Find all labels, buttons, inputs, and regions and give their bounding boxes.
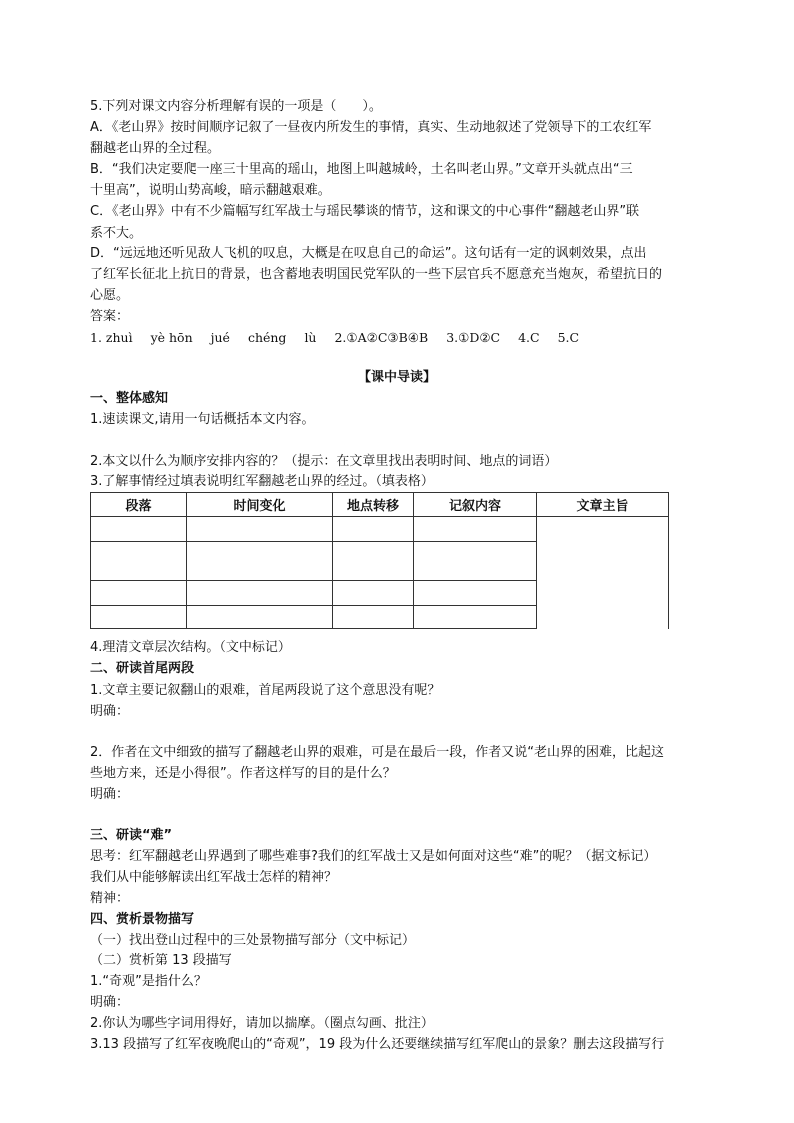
answer-item: yè hōn (150, 330, 193, 345)
answer-item: 5.C (557, 330, 580, 345)
answer-item: 2.①A②C③B④B (334, 330, 429, 345)
section-1-q2: 2.本文以什么为顺序安排内容的？（提示：在文章里找出表明时间、地点的词语） (90, 454, 558, 469)
section-3-think-line2: 我们从中能够解读出红军战士怎样的精神？ (90, 870, 338, 885)
section-1-heading: 一、整体感知 (90, 391, 169, 406)
answers-line (90, 330, 579, 346)
q5-option-d-line2: 了红军长征北上抗日的背景，也含蓄地表明国民党军队的一些下层官兵不愿意充当炮灰，希望抗日的 (90, 267, 663, 282)
q5-stem: 5.下列对课文内容分析理解有误的一项是（ ）。 (90, 99, 382, 114)
section-2-q1-label: 明确： (90, 704, 130, 719)
table-cell[interactable] (414, 581, 537, 606)
table-header-cell: 时间变化 (187, 493, 333, 517)
section-1-q1: 1.速读课文,请用一句话概括本文内容。 (90, 412, 315, 427)
table-cell[interactable] (414, 517, 537, 542)
q5-option-d-line3: 心愿。 (90, 288, 130, 303)
q5-option-a-line2: 翻越老山界的全过程。 (90, 141, 221, 156)
section-4-heading: 四、赏析景物描写 (90, 912, 195, 927)
table-cell[interactable] (91, 517, 187, 542)
section-3-label: 精神： (90, 891, 130, 906)
q5-option-c-line2: 系不大。 (90, 226, 143, 241)
answer-item: 4.C (518, 330, 540, 345)
answer-item: 1. zhuì (90, 330, 133, 345)
section-1-q4: 4.理清文章层次结构。（文中标记） (90, 640, 291, 655)
table-cell[interactable] (187, 517, 333, 542)
section-4-q1-label: 明确： (90, 995, 130, 1010)
guide-title: 【课中导读】 (357, 370, 436, 385)
section-2-q2-line1: 2．作者在文中细致的描写了翻越老山界的艰难，可是在最后一段，作者又说“老山界的困难，比起这 (90, 745, 665, 760)
section-4-part2: （二）赏析第 13 段描写 (90, 953, 232, 968)
section-2-q1: 1.文章主要记叙翻山的艰难，首尾两段说了这个意思没有呢？ (90, 683, 441, 698)
q5-option-b-line2: 十里高”，说明山势高峻，暗示翻越艰难。 (90, 183, 331, 198)
section-4-q1: 1.“奇观”是指什么？ (90, 974, 207, 989)
answer-item: jué (210, 330, 230, 345)
section-3-heading: 三、研读“难” (90, 828, 173, 843)
table-cell[interactable] (333, 517, 414, 542)
section-4-part1: （一）找出登山过程中的三处景物描写部分（文中标记） (90, 933, 416, 948)
section-4-q3: 3.13 段描写了红军夜晚爬山的“奇观”，19 段为什么还要继续描写红军爬山的景象？删去这段描写行 (90, 1037, 665, 1052)
section-2-q2-label: 明确： (90, 787, 130, 802)
section-1-q3: 3.了解事情经过填表说明红军翻越老山界的经过。（填表格） (90, 474, 434, 489)
section-3-think-line1: 思考：红军翻越老山界遇到了哪些难事?我们的红军战士又是如何面对这些“难”的呢？（据文标记） (90, 849, 657, 864)
table-cell[interactable] (333, 606, 414, 629)
q5-option-c-line1: C．《老山界》中有不少篇幅写红军战士与瑶民攀谈的情节，这和课文的中心事件“翻越老山界”联 (90, 204, 640, 219)
table-cell-theme[interactable] (537, 517, 669, 629)
q5-option-b-line1: B．“我们决定要爬一座三十里高的瑶山，地图上叫越城岭，土名叫老山界。”文章开头就点出“三 (90, 162, 633, 177)
answer-item: chéng (247, 330, 287, 345)
table-cell[interactable] (187, 581, 333, 606)
q5-option-d-line1: D．“远远地还听见敌人飞机的叹息，大概是在叹息自己的命运”。这句话有一定的讽刺效果，点出 (90, 246, 647, 261)
table-cell[interactable] (333, 542, 414, 581)
table-cell[interactable] (187, 606, 333, 629)
journey-table (90, 492, 669, 629)
section-2-heading: 二、研读首尾两段 (90, 661, 195, 676)
table-header-cell: 记叙内容 (414, 493, 537, 517)
section-2-q2-line2: 些地方来，还是小得很”。作者这样写的目的是什么？ (90, 766, 396, 781)
answers-label: 答案： (90, 309, 130, 324)
table-cell[interactable] (414, 542, 537, 581)
section-4-q2: 2.你认为哪些字词用得好，请加以揣摩。（圈点勾画、批注） (90, 1016, 434, 1031)
table-header-row (91, 493, 669, 517)
table-cell[interactable] (91, 542, 187, 581)
table-cell[interactable] (91, 606, 187, 629)
table-cell[interactable] (91, 581, 187, 606)
q5-option-a-line1: A．《老山界》按时间顺序记叙了一昼夜内所发生的事情，真实、生动地叙述了党领导下的工农红军 (90, 120, 652, 135)
answer-item: lù (304, 330, 317, 345)
table-cell[interactable] (187, 542, 333, 581)
table-cell[interactable] (333, 581, 414, 606)
table-header-cell: 段落 (91, 493, 187, 517)
table-header-cell: 地点转移 (333, 493, 414, 517)
table-cell[interactable] (414, 606, 537, 629)
table-row (91, 517, 669, 542)
table-header-cell: 文章主旨 (537, 493, 669, 517)
answer-item: 3.①D②C (446, 330, 501, 345)
